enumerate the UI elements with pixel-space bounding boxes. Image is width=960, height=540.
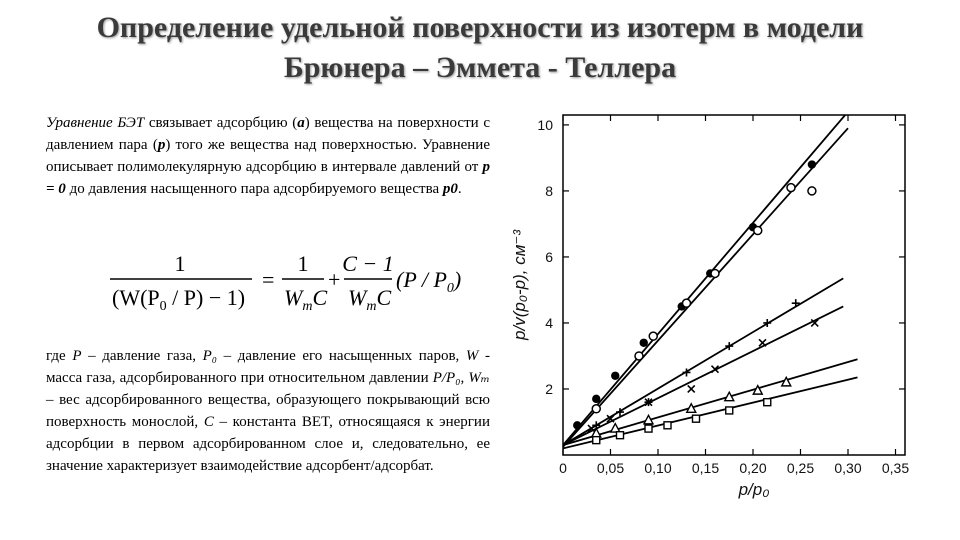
y-axis-label: p/v(p₀-p), см⁻³ — [510, 230, 529, 340]
title-line-2: Брюнера – Эммета - Теллера — [283, 51, 677, 84]
intro-var-a: а — [297, 115, 305, 131]
data-point — [635, 352, 643, 360]
data-point — [754, 227, 762, 235]
term2-numerator: C − 1 — [342, 251, 394, 276]
data-point — [664, 422, 671, 429]
desc-var: Р — [72, 348, 82, 364]
data-point — [808, 187, 816, 195]
y-tick-label: 4 — [545, 314, 553, 331]
data-point — [593, 437, 600, 444]
variables-description — [46, 345, 490, 477]
desc-var: Wₘ — [468, 370, 491, 386]
desc-text: где — [46, 348, 73, 364]
desc-text: – давление газа, — [81, 348, 203, 364]
data-point — [764, 399, 771, 406]
intro-text: ) вещества на поверхности с давлением пара ( — [46, 115, 490, 153]
x-tick-label: 0,30 — [834, 460, 862, 476]
x-tick-label: 0,35 — [881, 460, 910, 476]
desc-var: Р₀ — [202, 348, 217, 364]
lhs-numerator: 1 — [174, 251, 186, 276]
intro-text: ) того же вещества над поверхностью. Уравнение описывает полимолекулярную адсорбцию в интервале давлений от — [46, 137, 490, 175]
lhs-denominator: $(W(P_0 / P) - 1)$ — [112, 285, 246, 314]
term2-denominator: $W_mC$ — [348, 285, 392, 314]
desc-text: – константа BET, относящаяся к энергии адсорбции в первом адсорбированном слое и, следовательно, ее значение характеризует взаимодействие адсорбент/адсорбат. — [46, 414, 490, 474]
desc-var: Р/Р₀ — [432, 370, 461, 386]
desc-text: – вес адсорбированного вещества, образующего покрывающий всю поверхность монослой, — [46, 392, 490, 430]
equals-sign: = — [262, 267, 275, 292]
intro-var-range: р = 0 — [46, 159, 490, 197]
data-point — [711, 269, 719, 277]
term1-numerator: 1 — [297, 251, 309, 276]
term1-denominator: $W_mC$ — [284, 285, 328, 314]
y-tick-label: 10 — [537, 116, 553, 133]
x-tick-label: 0,05 — [596, 460, 625, 476]
y-tick-label: 2 — [545, 380, 553, 397]
y-tick-label: 8 — [545, 182, 553, 199]
x-tick-label: 0,15 — [691, 460, 720, 476]
desc-var: С — [203, 414, 214, 430]
data-point — [611, 372, 619, 380]
data-point — [592, 395, 600, 403]
slide-title — [40, 8, 920, 88]
x-tick-label: 0,25 — [786, 460, 815, 476]
x-tick-label: 0 — [559, 460, 567, 476]
plus-sign: + — [328, 267, 341, 292]
desc-text: - масса газа, адсорбированного при относительном давлении — [46, 348, 490, 386]
desc-text: , — [460, 370, 469, 386]
y-tick-label: 6 — [545, 248, 553, 265]
data-point — [640, 339, 648, 347]
intro-var-p: р — [157, 137, 166, 153]
plot-frame — [563, 115, 905, 455]
data-point — [683, 299, 691, 307]
x-tick-label: 0,10 — [644, 460, 672, 476]
bet-equation — [100, 245, 480, 315]
intro-var-p0: р0 — [442, 181, 458, 197]
pressure-ratio-term: $(P / P_0)$ — [396, 267, 462, 296]
bet-plot — [505, 105, 925, 505]
data-point — [726, 407, 733, 414]
desc-text: – давление его насыщенных паров, — [216, 348, 466, 364]
intro-term: Уравнение БЭТ — [46, 115, 145, 131]
intro-paragraph — [46, 112, 490, 200]
intro-text: связывает адсорбцию ( — [144, 115, 298, 131]
data-point — [649, 332, 657, 340]
desc-var: W — [465, 348, 479, 364]
intro-text: . — [457, 181, 462, 197]
data-point — [693, 415, 700, 422]
title-line-1: Определение удельной поверхности из изотерм в модели — [96, 11, 864, 44]
data-point — [592, 405, 600, 413]
x-tick-label: 0,20 — [739, 460, 767, 476]
x-axis-label: p/p₀ — [738, 480, 770, 499]
data-point — [617, 432, 624, 439]
data-point — [645, 425, 652, 432]
data-point — [787, 184, 795, 192]
intro-text: до давления насыщенного пара адсорбируемого вещества — [65, 181, 443, 197]
